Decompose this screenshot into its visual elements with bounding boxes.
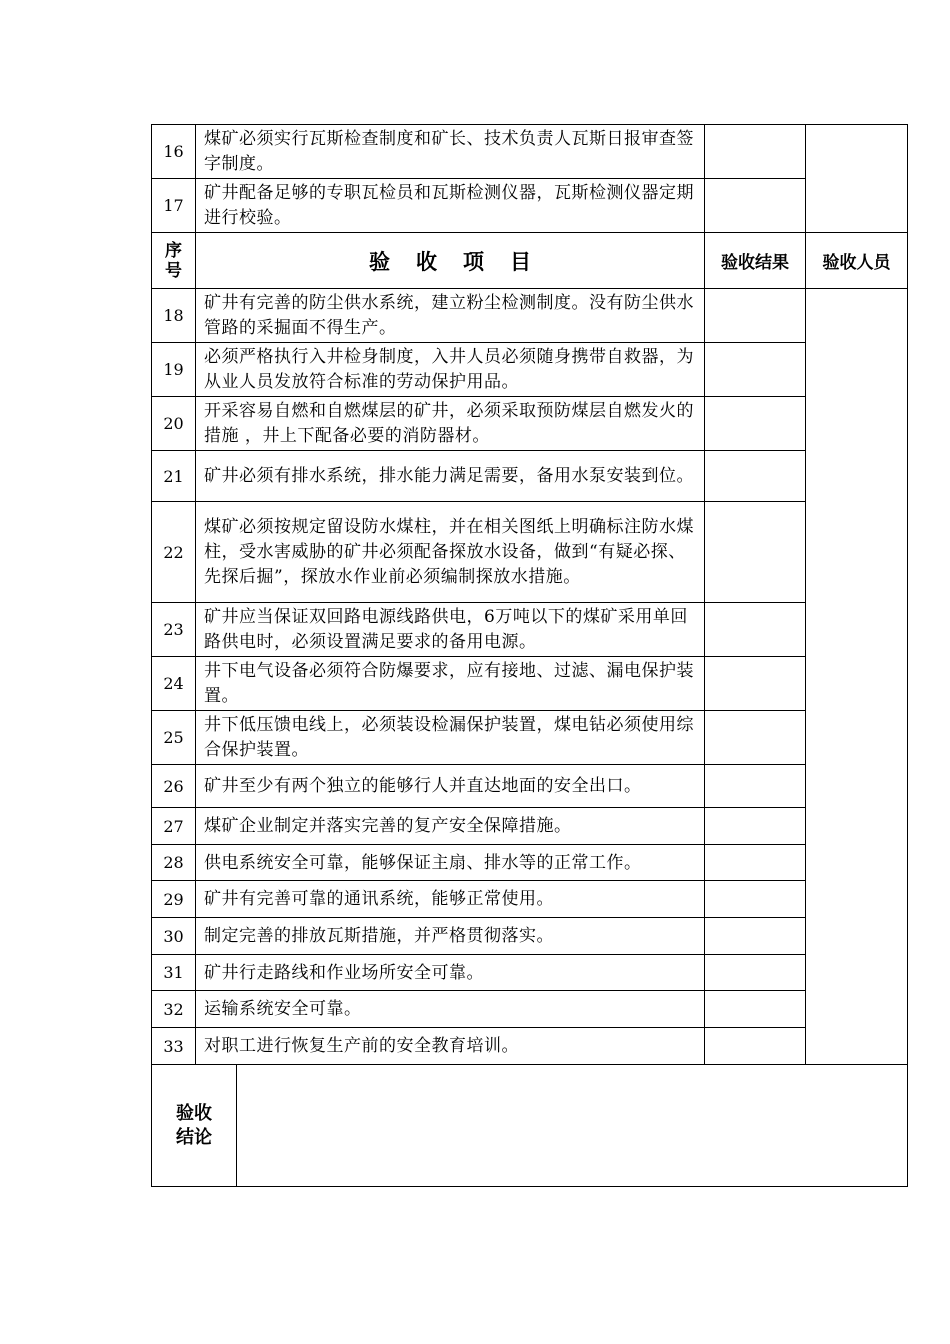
table-row xyxy=(152,845,908,881)
row-item-text: 运输系统安全可靠。 xyxy=(196,991,705,1028)
header-item: 验收项目 xyxy=(196,233,705,289)
table-header-row xyxy=(152,233,908,289)
table-row xyxy=(152,881,908,918)
row-item-text: 必须严格执行入井检身制度，入井人员必须随身携带自救器，为从业人员发放符合标准的劳动保护用品。 xyxy=(196,343,705,397)
row-item-text: 井下电气设备必须符合防爆要求，应有接地、过滤、漏电保护装置。 xyxy=(196,657,705,711)
row-item-text: 矿井必须有排水系统，排水能力满足需要，备用水泵安装到位。 xyxy=(196,451,705,502)
row-item-text: 开采容易自燃和自燃煤层的矿井，必须采取预防煤层自燃发火的措施 ，井上下配备必要的消防器材。 xyxy=(196,397,705,451)
row-number: 17 xyxy=(152,179,196,233)
row-number: 18 xyxy=(152,289,196,343)
conclusion-table xyxy=(151,1064,908,1187)
row-number: 24 xyxy=(152,657,196,711)
result-cell[interactable] xyxy=(705,955,806,991)
table-row xyxy=(152,711,908,765)
row-number: 20 xyxy=(152,397,196,451)
row-number: 25 xyxy=(152,711,196,765)
table-row xyxy=(152,765,908,808)
row-number: 27 xyxy=(152,808,196,845)
result-cell[interactable] xyxy=(705,343,806,397)
acceptance-form xyxy=(151,124,907,1187)
header-result: 验收结果 xyxy=(705,233,806,289)
table-row xyxy=(152,397,908,451)
conclusion-input-cell[interactable] xyxy=(237,1065,908,1187)
result-cell[interactable] xyxy=(705,711,806,765)
conclusion-label-line1: 验收 xyxy=(176,1102,212,1124)
row-number: 26 xyxy=(152,765,196,808)
table-row xyxy=(152,808,908,845)
table-row xyxy=(152,603,908,657)
staff-cell[interactable] xyxy=(806,125,908,233)
header-staff: 验收人员 xyxy=(806,233,908,289)
table-row xyxy=(152,918,908,955)
row-number: 33 xyxy=(152,1028,196,1065)
result-cell[interactable] xyxy=(705,845,806,881)
acceptance-table xyxy=(151,124,908,1065)
result-cell[interactable] xyxy=(705,991,806,1028)
row-item-text: 矿井有完善可靠的通讯系统，能够正常使用。 xyxy=(196,881,705,918)
conclusion-label xyxy=(152,1065,237,1187)
table-row xyxy=(152,125,908,179)
row-item-text: 矿井配备足够的专职瓦检员和瓦斯检测仪器，瓦斯检测仪器定期进行校验。 xyxy=(196,179,705,233)
row-number: 31 xyxy=(152,955,196,991)
result-cell[interactable] xyxy=(705,125,806,179)
row-number: 29 xyxy=(152,881,196,918)
row-item-text: 井下低压馈电线上，必须装设检漏保护装置，煤电钻必须使用综合保护装置。 xyxy=(196,711,705,765)
row-number: 28 xyxy=(152,845,196,881)
result-cell[interactable] xyxy=(705,397,806,451)
table-row xyxy=(152,451,908,502)
result-cell[interactable] xyxy=(705,765,806,808)
row-item-text: 供电系统安全可靠，能够保证主扇、排水等的正常工作。 xyxy=(196,845,705,881)
row-number: 30 xyxy=(152,918,196,955)
result-cell[interactable] xyxy=(705,808,806,845)
row-number: 16 xyxy=(152,125,196,179)
header-seq xyxy=(152,233,196,289)
row-number: 23 xyxy=(152,603,196,657)
row-item-text: 矿井有完善的防尘供水系统，建立粉尘检测制度。没有防尘供水管路的采掘面不得生产。 xyxy=(196,289,705,343)
row-item-text: 矿井至少有两个独立的能够行人并直达地面的安全出口。 xyxy=(196,765,705,808)
result-cell[interactable] xyxy=(705,881,806,918)
row-number: 32 xyxy=(152,991,196,1028)
staff-cell[interactable] xyxy=(806,289,908,1065)
row-item-text: 煤矿必须按规定留设防水煤柱，并在相关图纸上明确标注防水煤柱，受水害威胁的矿井必须配备探放水设备，做到“有疑必探、先探后掘”，探放水作业前必须编制探放水措施。 xyxy=(196,502,705,603)
row-item-text: 煤矿企业制定并落实完善的复产安全保障措施。 xyxy=(196,808,705,845)
result-cell[interactable] xyxy=(705,657,806,711)
row-item-text: 矿井应当保证双回路电源线路供电，6万吨以下的煤矿采用单回路供电时，必须设置满足要求的备用电源。 xyxy=(196,603,705,657)
table-row xyxy=(152,179,908,233)
result-cell[interactable] xyxy=(705,502,806,603)
result-cell[interactable] xyxy=(705,918,806,955)
row-number: 22 xyxy=(152,502,196,603)
row-number: 21 xyxy=(152,451,196,502)
result-cell[interactable] xyxy=(705,451,806,502)
table-row xyxy=(152,657,908,711)
header-seq-line1: 序 xyxy=(165,240,182,261)
row-item-text: 对职工进行恢复生产前的安全教育培训。 xyxy=(196,1028,705,1065)
row-number: 19 xyxy=(152,343,196,397)
result-cell[interactable] xyxy=(705,1028,806,1065)
table-row xyxy=(152,502,908,603)
row-item-text: 制定完善的排放瓦斯措施，并严格贯彻落实。 xyxy=(196,918,705,955)
conclusion-label-line2: 结论 xyxy=(176,1126,212,1148)
row-item-text: 煤矿必须实行瓦斯检查制度和矿长、技术负责人瓦斯日报审查签字制度。 xyxy=(196,125,705,179)
table-row xyxy=(152,289,908,343)
header-seq-line2: 号 xyxy=(165,260,182,281)
result-cell[interactable] xyxy=(705,179,806,233)
table-row xyxy=(152,991,908,1028)
table-row xyxy=(152,343,908,397)
table-row xyxy=(152,955,908,991)
table-row xyxy=(152,1028,908,1065)
result-cell[interactable] xyxy=(705,289,806,343)
conclusion-row xyxy=(152,1065,908,1187)
result-cell[interactable] xyxy=(705,603,806,657)
row-item-text: 矿井行走路线和作业场所安全可靠。 xyxy=(196,955,705,991)
